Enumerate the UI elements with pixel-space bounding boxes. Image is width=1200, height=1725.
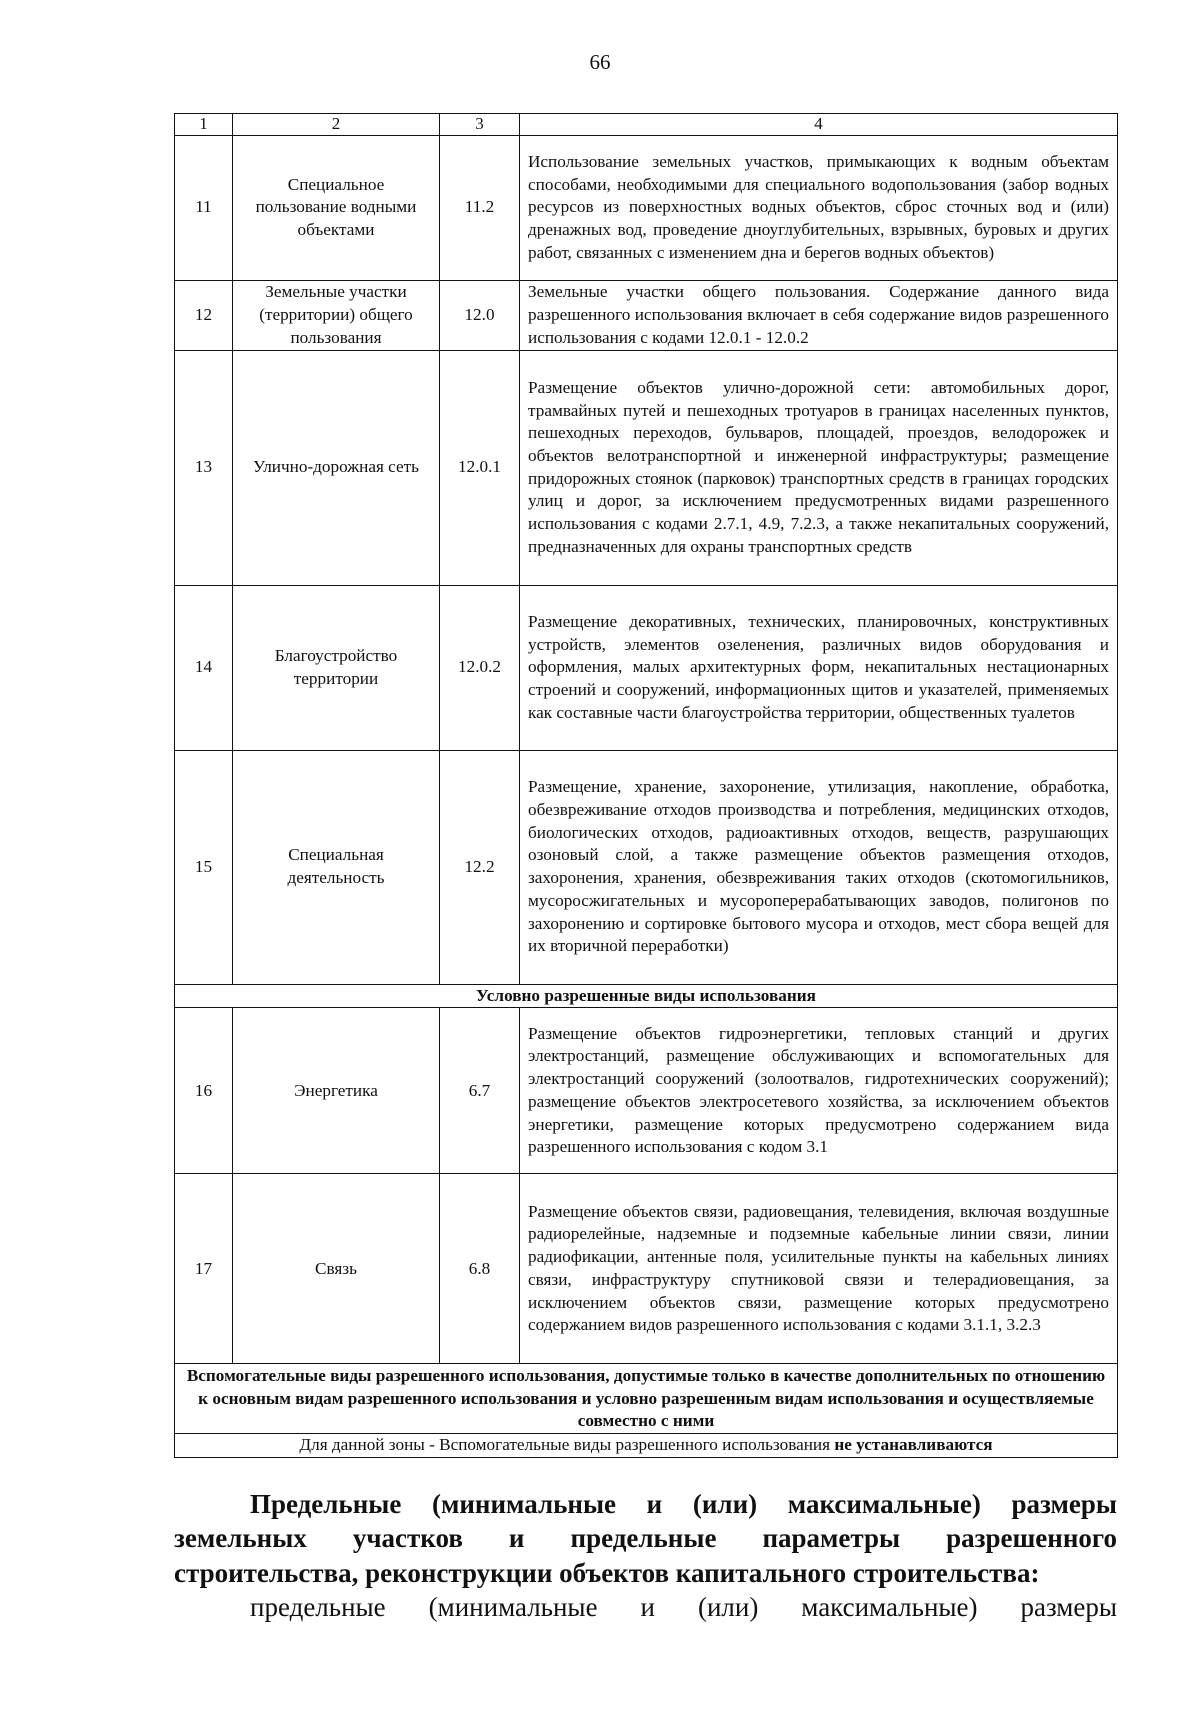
closing-heading-end: строительства, реконструкции объектов капитального строительства: — [174, 1557, 1040, 1588]
use-type-description: Размещение объектов улично-дорожной сети: автомобильных дорог, трамвайных путей и пешеходных тротуаров в границах населенных пунктов, пешеходных переходов, бульваров, площадей, проездов, велодорожек и объектов велотранспортной и инженерной инфраструктуры; размещение придорожных стоянок (парковок) транспортных средств в границах городских улиц и дорог, за исключением предусмотренных видами разрешенного использования с кодами 2.7.1, 4.9, 7.2.3, а также некапитальных сооружений, предназначенных для охраны транспортных средств — [520, 350, 1118, 585]
page-number: 66 — [589, 50, 611, 74]
use-type-code: 6.7 — [440, 1008, 520, 1174]
section-heading-row — [175, 984, 1118, 1008]
table-row — [175, 1008, 1118, 1174]
use-type-name: Благоустройство территории — [233, 585, 440, 750]
use-type-description: Использование земельных участков, примыкающих к водным объектам способами, необходимыми для специального водопользования (забор водных ресурсов из поверхностных водных объектов, сброс сточных вод и (или) дренажных вод, проведение дноуглубительных, взрывных, буровых и других работ, связанных с изменением дна и берегов водных объектов) — [520, 135, 1118, 280]
table-row — [175, 280, 1118, 350]
aux-note-row — [175, 1434, 1118, 1458]
use-type-code: 11.2 — [440, 135, 520, 280]
table-body — [175, 114, 1118, 1458]
use-type-description: Размещение объектов связи, радиовещания, телевидения, включая воздушные радиорелейные, надземные и подземные кабельные линии связи, линии радиофикации, антенные поля, усилительные пункты на кабельных линиях связи, инфраструктуру спутниковой связи и телерадиовещания, за исключением объектов связи, размещение которых предусмотрено содержанием видов разрешенного использования с кодами 3.1.1, 3.2.3 — [520, 1174, 1118, 1364]
header-col-3: 3 — [440, 114, 520, 136]
use-type-code: 12.0.1 — [440, 350, 520, 585]
table-row — [175, 135, 1118, 280]
table-row — [175, 350, 1118, 585]
conditional-uses-heading: Условно разрешенные виды использования — [175, 984, 1118, 1008]
header-col-1: 1 — [175, 114, 233, 136]
use-type-name: Улично-дорожная сеть — [233, 350, 440, 585]
aux-note-bold: не устанавливаются — [834, 1435, 993, 1455]
header-col-2: 2 — [233, 114, 440, 136]
land-use-table — [174, 113, 1118, 1458]
closing-heading: Предельные (минимальные и (или) максимальные) размеры земельных участков и предельные параметры разрешенного — [174, 1489, 1117, 1554]
header-col-4: 4 — [520, 114, 1118, 136]
use-type-description: Размещение декоративных, технических, планировочных, конструктивных устройств, элементов озеленения, различных видов оборудования и оформления, малых архитектурных форм, некапитальных нестационарных строений и сооружений, информационных щитов и указателей, применяемых как составные части благоустройства территории, общественных туалетов — [520, 585, 1118, 750]
use-type-code: 12.2 — [440, 750, 520, 984]
use-type-description: Земельные участки общего пользования. Содержание данного вида разрешенного использования включает в себя содержание видов разрешенного использования с кодами 12.0.1 - 12.0.2 — [520, 280, 1118, 350]
table-row — [175, 1174, 1118, 1364]
row-number: 16 — [175, 1008, 233, 1174]
auxiliary-uses-note — [175, 1434, 1118, 1458]
closing-section — [174, 1487, 1117, 1624]
use-type-name: Энергетика — [233, 1008, 440, 1174]
table-row — [175, 750, 1118, 984]
row-number: 14 — [175, 585, 233, 750]
row-number: 15 — [175, 750, 233, 984]
aux-note-prefix: Для данной зоны - Вспомогательные виды разрешенного использования — [299, 1435, 835, 1455]
table-row — [175, 585, 1118, 750]
use-type-name: Связь — [233, 1174, 440, 1364]
closing-body-text: предельные (минимальные и (или) максимальные) размеры — [250, 1591, 1117, 1622]
use-type-code: 12.0 — [440, 280, 520, 350]
use-type-code: 6.8 — [440, 1174, 520, 1364]
auxiliary-uses-heading: Вспомогательные виды разрешенного использования, допустимые только в качестве дополнительных по отношению к основным видам разрешенного использования и условно разрешенным видам использования и осуществляемые совместно с ними — [175, 1364, 1118, 1434]
use-type-name: Специальная деятельность — [233, 750, 440, 984]
row-number: 12 — [175, 280, 233, 350]
aux-heading-row — [175, 1364, 1118, 1434]
use-type-description: Размещение, хранение, захоронение, утилизация, накопление, обработка, обезвреживание отходов производства и потребления, медицинских отходов, биологических отходов, радиоактивных отходов, веществ, разрушающих озоновый слой, а также размещение объектов размещения отходов, захоронения, хранения, обезвреживания таких отходов (скотомогильников, мусоросжигательных и мусороперерабатывающих заводов, полигонов по захоронению и сортировке бытового мусора и отходов, мест сбора вещей для их вторичной переработки) — [520, 750, 1118, 984]
use-type-name: Земельные участки (территории) общего пользования — [233, 280, 440, 350]
use-type-code: 12.0.2 — [440, 585, 520, 750]
row-number: 11 — [175, 135, 233, 280]
row-number: 13 — [175, 350, 233, 585]
table-header-row — [175, 114, 1118, 136]
use-type-description: Размещение объектов гидроэнергетики, тепловых станций и других электростанций, размещение обслуживающих и вспомогательных для электростанций сооружений (золоотвалов, гидротехнических сооружений); размещение объектов электросетевого хозяйства, за исключением объектов энергетики, размещение которых предусмотрено содержанием вида разрешенного использования с кодом 3.1 — [520, 1008, 1118, 1174]
row-number: 17 — [175, 1174, 233, 1364]
use-type-name: Специальное пользование водными объектами — [233, 135, 440, 280]
